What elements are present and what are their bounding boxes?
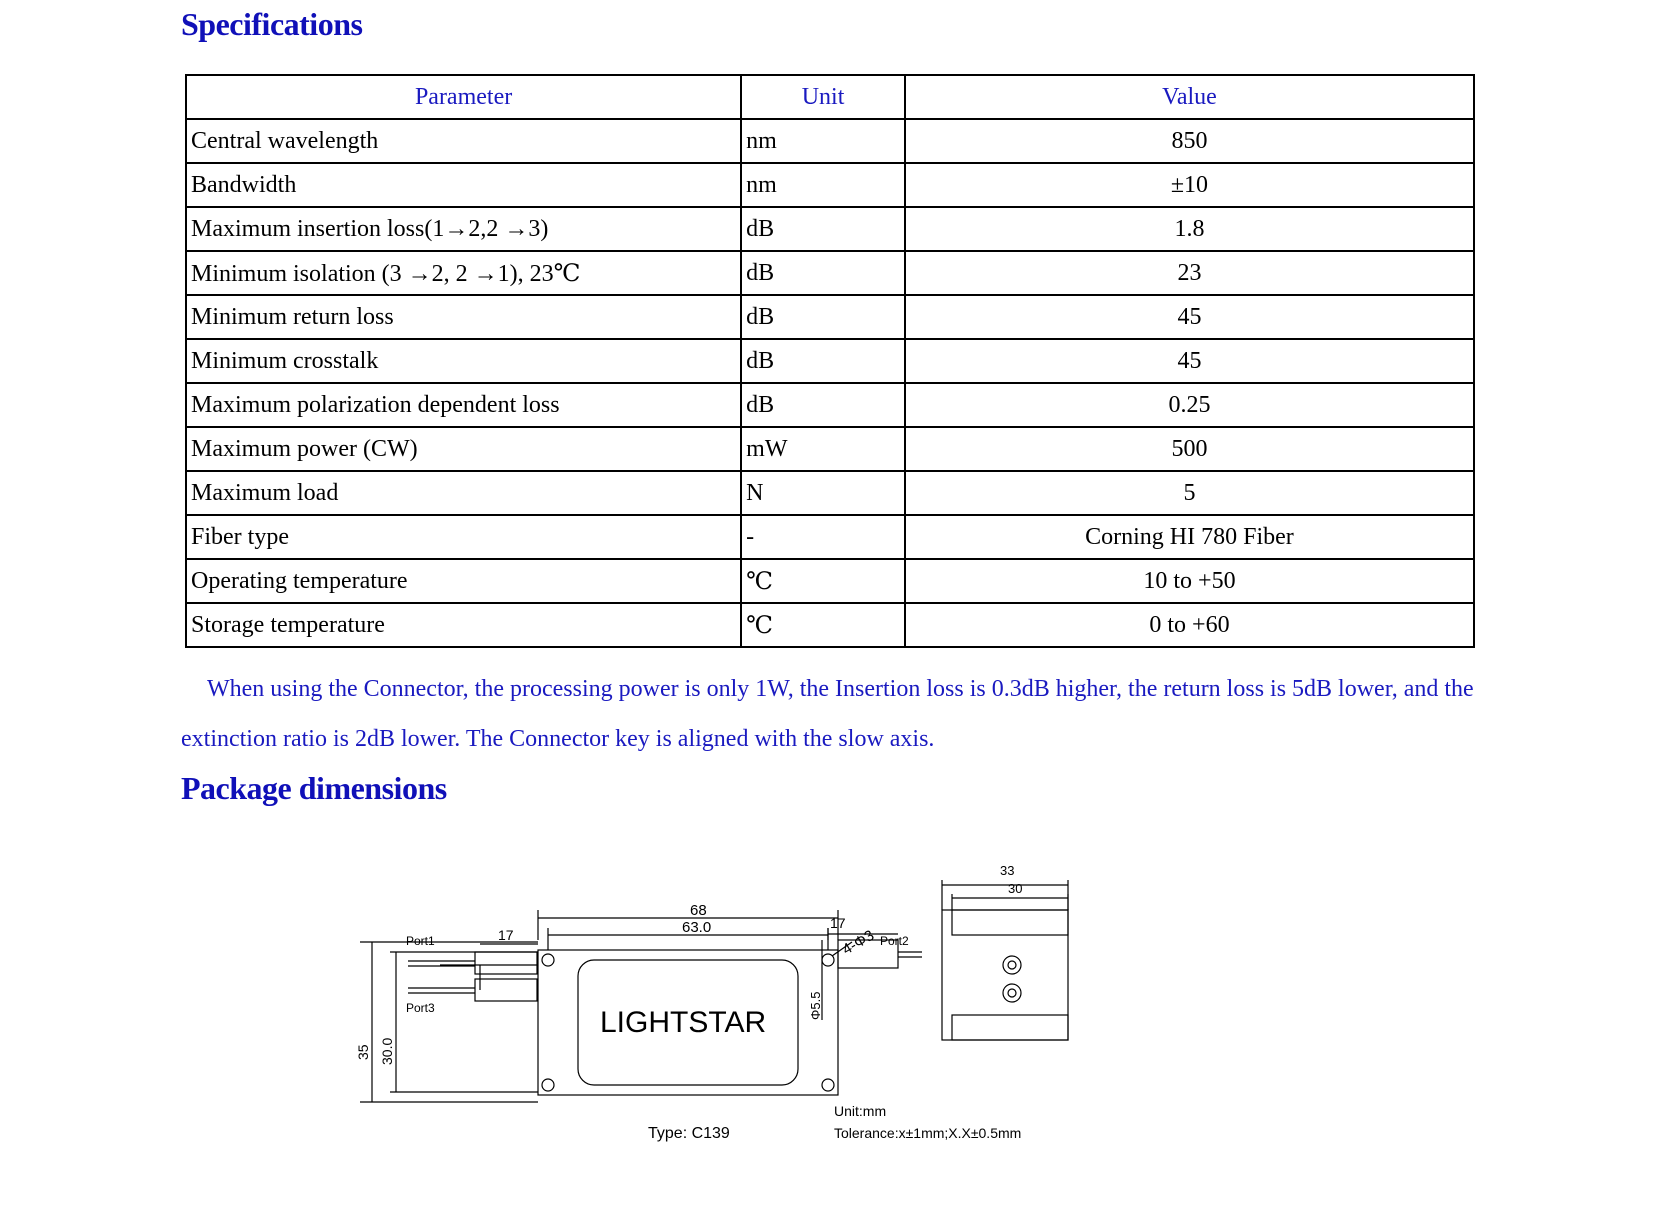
cell-value: 1.8 bbox=[905, 207, 1474, 251]
package-drawing bbox=[355, 863, 1160, 1150]
cell-value: Corning HI 780 Fiber bbox=[905, 515, 1474, 559]
port3-label: Port3 bbox=[406, 1001, 435, 1015]
cell-parameter: Central wavelength bbox=[186, 119, 741, 163]
cell-unit: dB bbox=[741, 251, 905, 295]
dim-holes: 4-Φ3 bbox=[839, 926, 878, 959]
table-row bbox=[186, 251, 1474, 295]
header-parameter: Parameter bbox=[186, 75, 741, 119]
dim-height-outer: 35 bbox=[355, 1044, 371, 1060]
cell-value: 500 bbox=[905, 427, 1474, 471]
cell-unit: nm bbox=[741, 119, 905, 163]
cell-unit: nm bbox=[741, 163, 905, 207]
package-dimensions-heading: Package dimensions bbox=[181, 770, 447, 806]
header-value: Value bbox=[905, 75, 1474, 119]
cell-parameter: Bandwidth bbox=[186, 163, 741, 207]
cell-unit: dB bbox=[741, 295, 905, 339]
cell-value: 850 bbox=[905, 119, 1474, 163]
dim-side-outer: 33 bbox=[1000, 863, 1015, 878]
cell-parameter: Maximum insertion loss(1→2,2 →3) bbox=[186, 207, 741, 251]
cell-parameter: Minimum crosstalk bbox=[186, 339, 741, 383]
table-row bbox=[186, 559, 1474, 603]
header-unit: Unit bbox=[741, 75, 905, 119]
brand-logo-text: LIGHTSTAR bbox=[600, 1006, 767, 1039]
cell-unit: ℃ bbox=[741, 603, 905, 647]
tolerance-label: Tolerance:x±1mm;X.X±0.5mm bbox=[834, 1125, 1022, 1141]
specifications-heading: Specifications bbox=[181, 6, 363, 42]
cell-parameter: Minimum return loss bbox=[186, 295, 741, 339]
connector-note: When using the Connector, the processing power is only 1W, the Insertion loss is 0.3dB higher, the return loss is 5dB lower, and the extinction ratio is 2dB lower. The Connector key is aligned with the slow axis. bbox=[181, 676, 1474, 752]
cell-value: 45 bbox=[905, 339, 1474, 383]
cell-value: 0 to +60 bbox=[905, 603, 1474, 647]
cell-parameter: Maximum polarization dependent loss bbox=[186, 383, 741, 427]
cell-unit: dB bbox=[741, 339, 905, 383]
cell-unit: dB bbox=[741, 207, 905, 251]
cell-unit: N bbox=[741, 471, 905, 515]
table-row bbox=[186, 163, 1474, 207]
dim-length-outer: 68 bbox=[690, 902, 707, 919]
table-row bbox=[186, 339, 1474, 383]
unit-label: Unit:mm bbox=[834, 1103, 887, 1119]
dim-port-right: 17 bbox=[830, 915, 846, 931]
table-row bbox=[186, 295, 1474, 339]
cell-unit: mW bbox=[741, 427, 905, 471]
cell-parameter: Storage temperature bbox=[186, 603, 741, 647]
cell-value: 0.25 bbox=[905, 383, 1474, 427]
table-header-row bbox=[186, 75, 1474, 119]
cell-value: ±10 bbox=[905, 163, 1474, 207]
port2-label: Port2 bbox=[880, 934, 909, 948]
cell-value: 45 bbox=[905, 295, 1474, 339]
dim-side-inner: 30 bbox=[1008, 881, 1023, 896]
cell-value: 23 bbox=[905, 251, 1474, 295]
table-row bbox=[186, 471, 1474, 515]
table-row bbox=[186, 207, 1474, 251]
table-row bbox=[186, 119, 1474, 163]
cell-unit: dB bbox=[741, 383, 905, 427]
cell-unit: ℃ bbox=[741, 559, 905, 603]
cell-parameter: Operating temperature bbox=[186, 559, 741, 603]
cell-parameter: Maximum power (CW) bbox=[186, 427, 741, 471]
table-row bbox=[186, 383, 1474, 427]
cell-value: 10 to +50 bbox=[905, 559, 1474, 603]
dim-length-inner: 63.0 bbox=[682, 919, 712, 936]
port1-label: Port1 bbox=[406, 934, 435, 948]
dim-height-inner: 30.0 bbox=[379, 1037, 395, 1065]
dim-diameter: Φ5.5 bbox=[808, 991, 823, 1020]
specifications-table bbox=[185, 74, 1475, 648]
cell-parameter: Minimum isolation (3 →2, 2 →1), 23℃ bbox=[186, 251, 741, 295]
cell-value: 5 bbox=[905, 471, 1474, 515]
cell-parameter: Maximum load bbox=[186, 471, 741, 515]
cell-unit: - bbox=[741, 515, 905, 559]
type-label: Type: C139 bbox=[648, 1125, 730, 1142]
table-row bbox=[186, 515, 1474, 559]
dim-port-left: 17 bbox=[498, 927, 514, 943]
table-row bbox=[186, 603, 1474, 647]
cell-parameter: Fiber type bbox=[186, 515, 741, 559]
table-row bbox=[186, 427, 1474, 471]
